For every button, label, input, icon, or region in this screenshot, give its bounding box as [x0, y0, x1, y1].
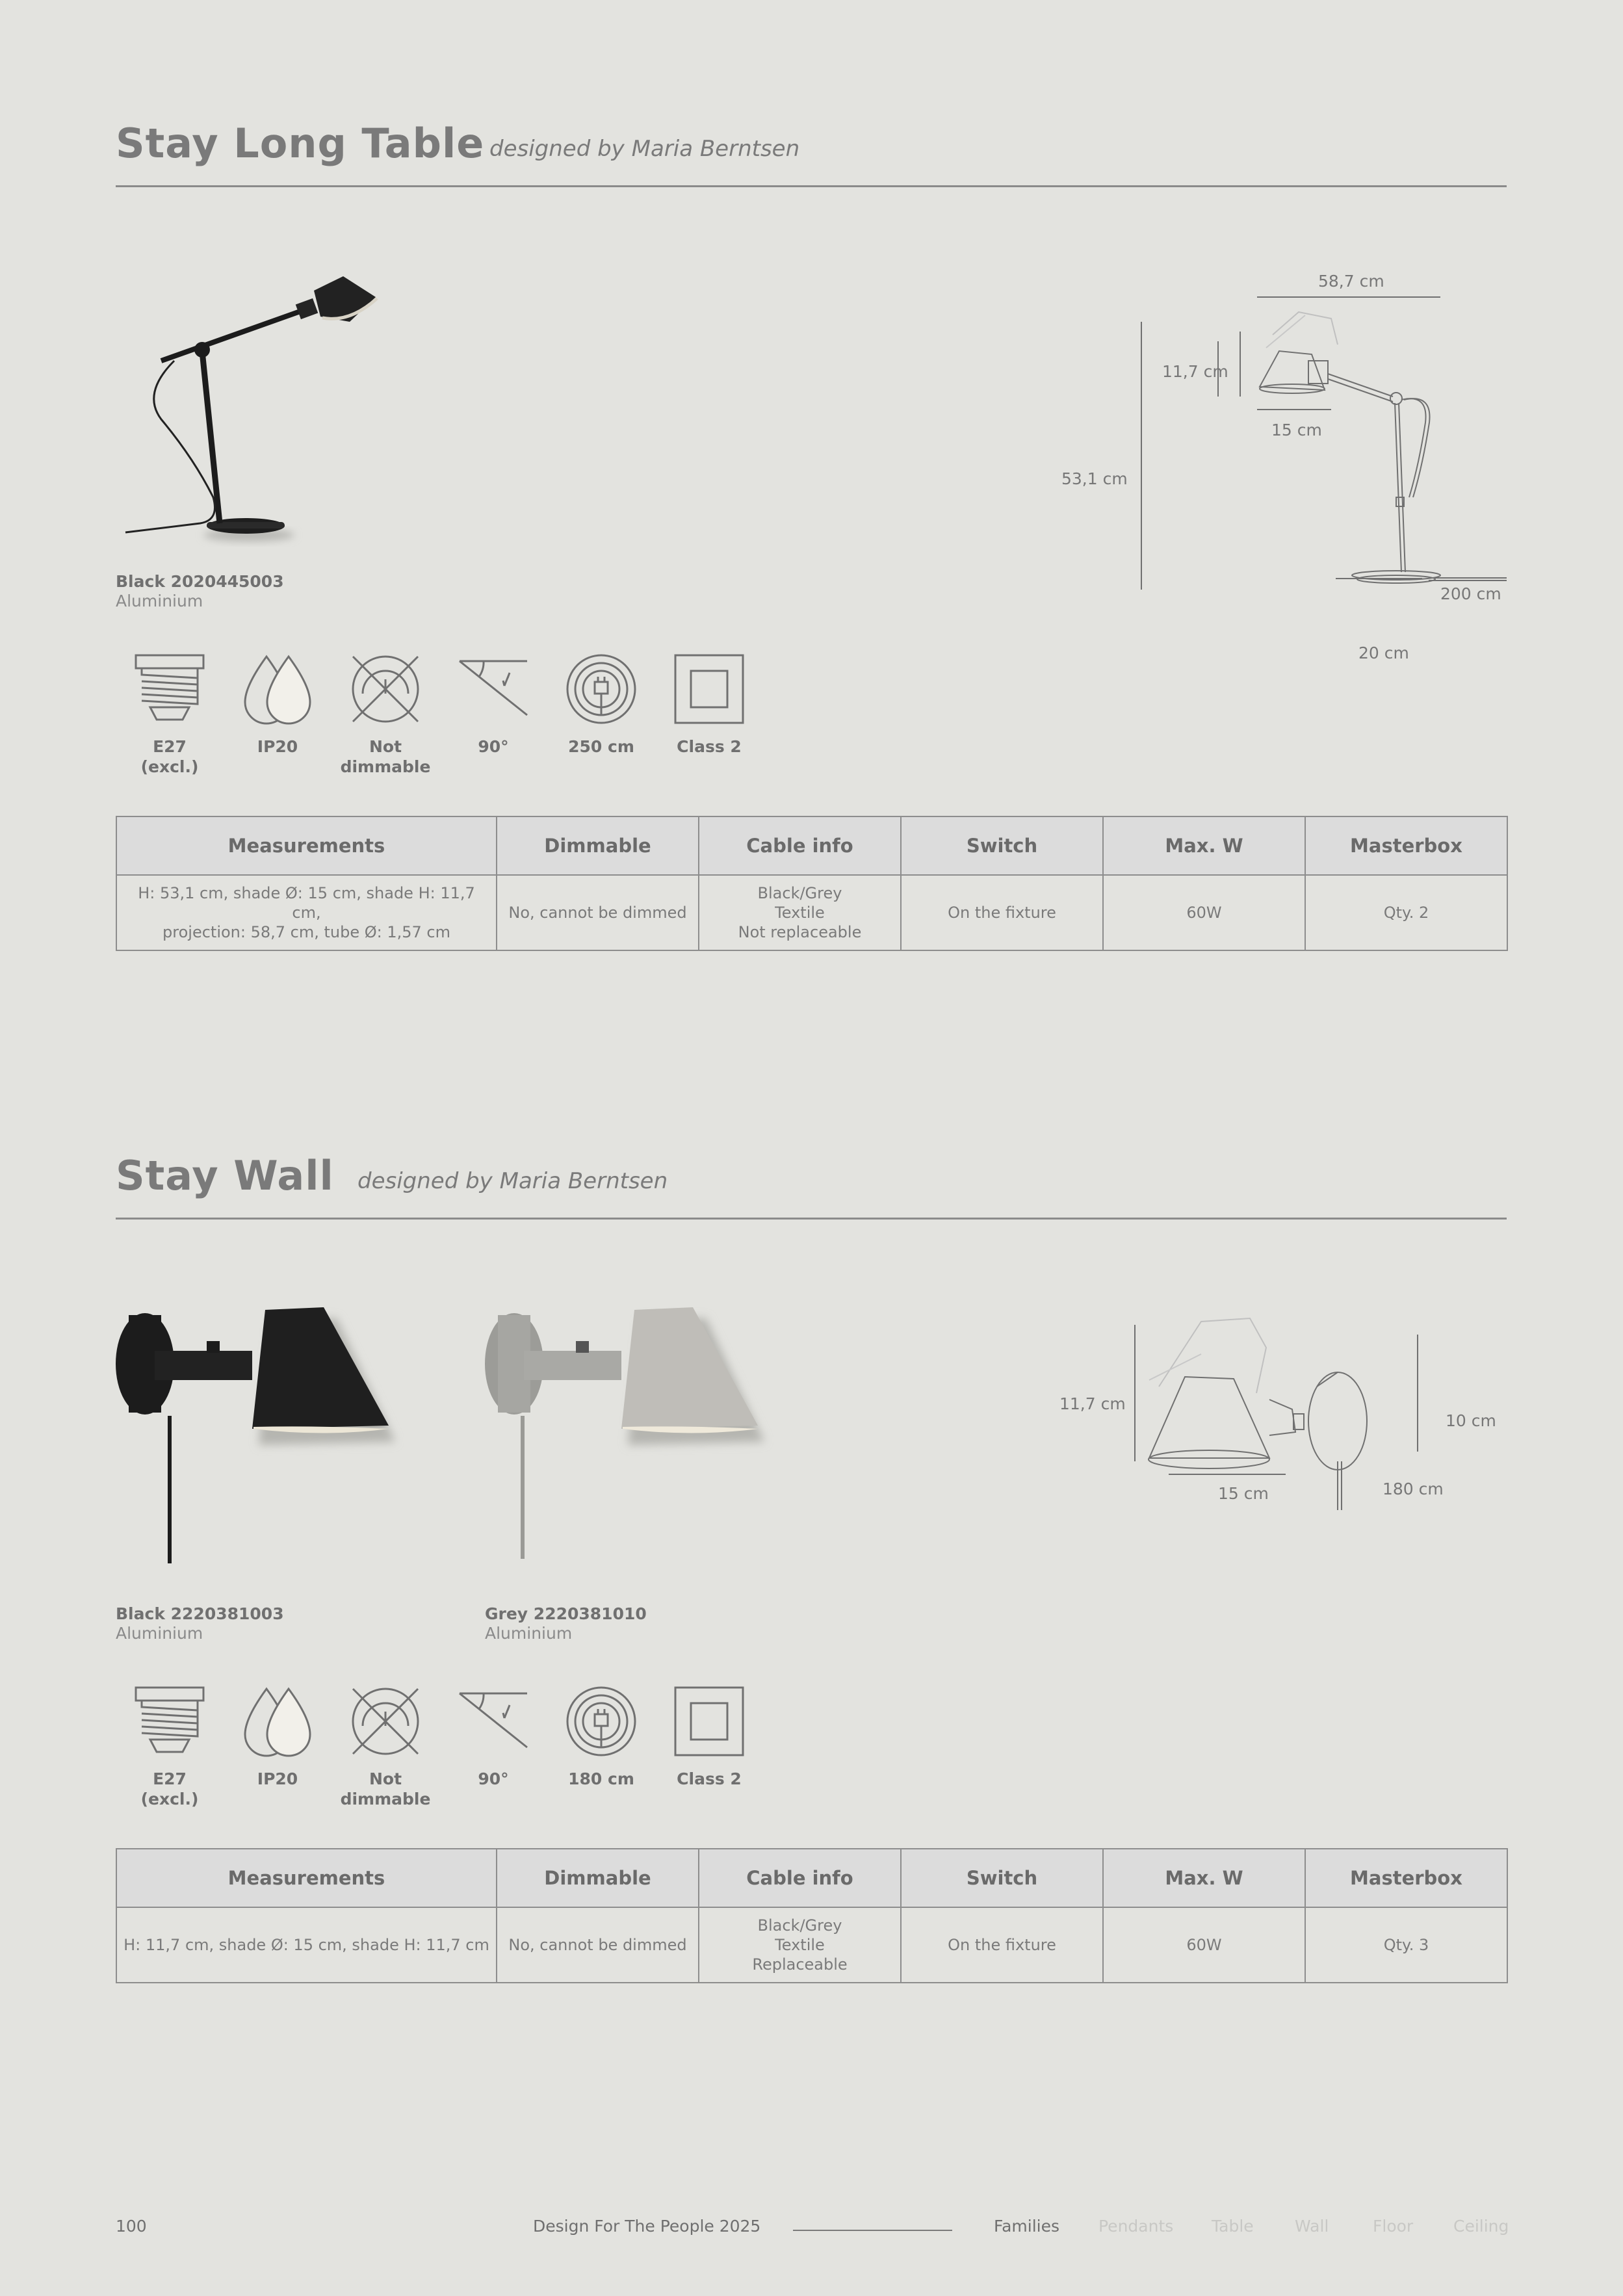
cell-masterbox: Qty. 2 [1305, 875, 1507, 950]
header-masterbox: Masterbox [1305, 816, 1507, 875]
feature-ip20 [224, 1686, 331, 1789]
header-cable-info: Cable info [699, 816, 901, 875]
icon-label: IP20 [257, 737, 298, 756]
header-dimmable: Dimmable [497, 1849, 699, 1907]
wall-lamp-grey-photo [485, 1296, 823, 1582]
icon-label: 90° [478, 1769, 509, 1788]
ip20-drops-icon [242, 1686, 313, 1757]
feature-e27 [116, 1686, 224, 1809]
dim-shade-diameter: 15 cm [1218, 1484, 1269, 1503]
variant-label [116, 572, 284, 611]
section-header [116, 1146, 1507, 1220]
table-lamp-dimension-drawing [1136, 289, 1507, 614]
variant-label [485, 1604, 647, 1643]
rotation-angle-icon [458, 653, 529, 725]
product-title: Stay Long Table [116, 120, 485, 167]
feature-e27 [116, 653, 224, 777]
table-lamp-black-photo [116, 263, 415, 549]
cell-dimmable: No, cannot be dimmed [497, 1907, 699, 1983]
e27-bulb-socket-icon [134, 1686, 205, 1757]
product-title: Stay Wall [116, 1152, 334, 1199]
feature-not-dimmable [331, 653, 439, 777]
icon-label: E27 [153, 737, 187, 756]
dim-shade-height: 11,7 cm [1162, 362, 1228, 381]
footer-divider [793, 2230, 952, 2231]
variant-name: Grey 2220381010 [485, 1604, 647, 1623]
rotation-angle-icon [458, 1686, 529, 1757]
header-cable-info: Cable info [699, 1849, 901, 1907]
header-dimmable: Dimmable [497, 816, 699, 875]
icon-label: 90° [478, 737, 509, 756]
nav-pendants[interactable]: Pendants [1098, 2217, 1174, 2236]
icon-label: Not dimmable [340, 737, 431, 776]
cell-masterbox: Qty. 3 [1305, 1907, 1507, 1983]
variant-material: Aluminium [116, 1624, 203, 1643]
dim-base: 20 cm [1358, 644, 1409, 662]
feature-ip20 [224, 653, 331, 757]
header-measurements: Measurements [116, 816, 497, 875]
dim-height: 53,1 cm [1061, 469, 1128, 488]
dim-shade-height: 11,7 cm [1059, 1394, 1126, 1413]
variant-material: Aluminium [116, 592, 203, 610]
feature-class-2 [655, 1686, 763, 1789]
icon-label: 180 cm [568, 1769, 634, 1788]
designer-credit: designed by Maria Berntsen [357, 1168, 668, 1194]
cell-cable-info: Black/Grey Textile Not replaceable [699, 875, 901, 950]
cell-dimmable: No, cannot be dimmed [497, 875, 699, 950]
spec-table [116, 1848, 1508, 1983]
feature-cable-length [547, 653, 655, 757]
designer-credit: designed by Maria Berntsen [489, 136, 800, 162]
section-header [116, 114, 1507, 187]
nav-families[interactable]: Families [994, 2217, 1060, 2236]
cell-measurements: H: 11,7 cm, shade Ø: 15 cm, shade H: 11,7 cm [116, 1907, 497, 1983]
icon-label: E27 [153, 1769, 187, 1788]
dim-depth: 10 cm [1446, 1411, 1496, 1430]
icon-label: IP20 [257, 1769, 298, 1788]
catalog-title: Design For The People 2025 [533, 2217, 761, 2236]
dim-cable: 200 cm [1440, 584, 1501, 603]
cell-cable-info: Black/Grey Textile Replaceable [699, 1907, 901, 1983]
header-measurements: Measurements [116, 1849, 497, 1907]
spec-table [116, 816, 1508, 951]
page-number: 100 [116, 2217, 147, 2236]
variant-name: Black 2020445003 [116, 572, 284, 591]
variant-name: Black 2220381003 [116, 1604, 284, 1623]
wall-lamp-black-photo [116, 1296, 454, 1582]
feature-icons [116, 1686, 766, 1829]
product-section-stay-wall [116, 1146, 1507, 1991]
feature-cable-length [547, 1686, 655, 1789]
cell-max-w: 60W [1103, 875, 1305, 950]
not-dimmable-icon [350, 1686, 421, 1757]
icon-label: 250 cm [568, 737, 634, 756]
header-switch: Switch [901, 816, 1103, 875]
nav-ceiling[interactable]: Ceiling [1453, 2217, 1509, 2236]
not-dimmable-icon [350, 653, 421, 725]
product-section-stay-long-table [116, 114, 1507, 959]
icon-label-sub: (excl.) [140, 1790, 199, 1808]
dim-cable: 180 cm [1383, 1480, 1444, 1498]
ip20-drops-icon [242, 653, 313, 725]
variant-label [116, 1604, 284, 1643]
icon-label: Class 2 [677, 1769, 742, 1788]
cell-max-w: 60W [1103, 1907, 1305, 1983]
cable-plug-icon [565, 653, 637, 725]
nav-floor[interactable]: Floor [1373, 2217, 1414, 2236]
dim-shade-diameter: 15 cm [1271, 421, 1322, 439]
feature-rotation [439, 653, 547, 757]
header-switch: Switch [901, 1849, 1103, 1907]
feature-class-2 [655, 653, 763, 757]
class-2-icon [673, 653, 745, 725]
icon-label: Not dimmable [340, 1769, 431, 1808]
header-masterbox: Masterbox [1305, 1849, 1507, 1907]
variant-material: Aluminium [485, 1624, 573, 1643]
nav-wall[interactable]: Wall [1295, 2217, 1329, 2236]
dim-projection: 58,7 cm [1318, 272, 1384, 291]
page-footer [116, 2217, 1507, 2243]
icon-label: Class 2 [677, 737, 742, 756]
header-max-w: Max. W [1103, 1849, 1305, 1907]
cell-switch: On the fixture [901, 1907, 1103, 1983]
feature-not-dimmable [331, 1686, 439, 1809]
feature-rotation [439, 1686, 547, 1789]
class-2-icon [673, 1686, 745, 1757]
cable-plug-icon [565, 1686, 637, 1757]
e27-bulb-socket-icon [134, 653, 205, 725]
feature-icons [116, 653, 766, 796]
nav-table[interactable]: Table [1212, 2217, 1254, 2236]
cell-switch: On the fixture [901, 875, 1103, 950]
cell-measurements: H: 53,1 cm, shade Ø: 15 cm, shade H: 11,7 cm, projection: 58,7 cm, tube Ø: 1,57 cm [116, 875, 497, 950]
icon-label-sub: (excl.) [140, 757, 199, 776]
header-max-w: Max. W [1103, 816, 1305, 875]
